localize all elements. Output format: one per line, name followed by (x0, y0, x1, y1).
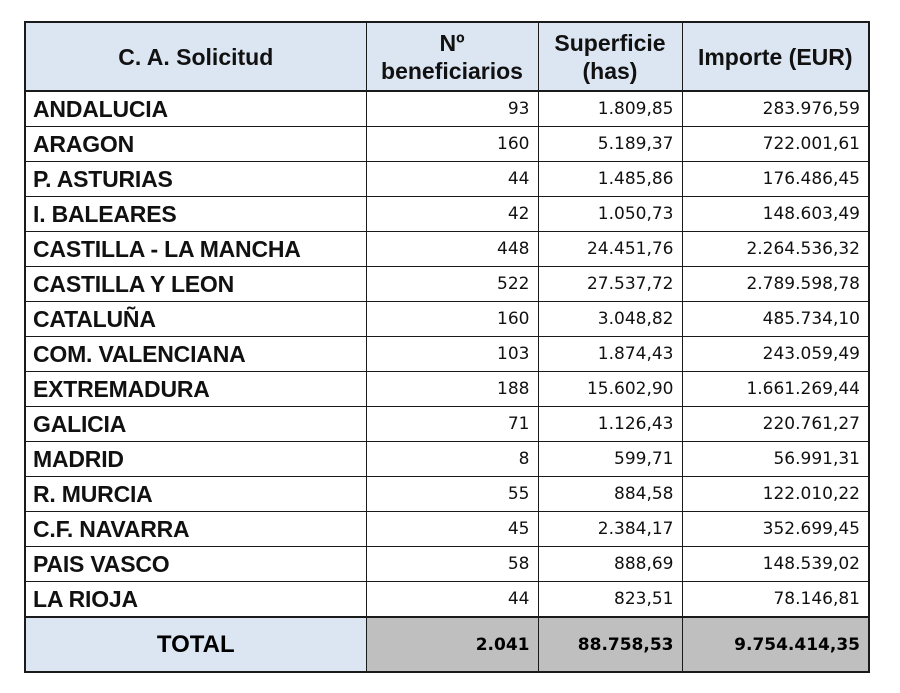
header-region (25, 22, 366, 91)
amount-cell: 1.661.269,44 (682, 372, 869, 407)
header-row (25, 22, 869, 91)
header-surface-line2: (has) (582, 57, 638, 84)
surface-cell: 1.809,85 (538, 91, 682, 127)
table-row (25, 232, 869, 267)
beneficiaries-cell: 93 (366, 91, 538, 127)
table-row (25, 372, 869, 407)
beneficiaries-cell: 160 (366, 302, 538, 337)
beneficiaries-cell: 522 (366, 267, 538, 302)
table-row (25, 197, 869, 232)
header-surface (538, 22, 682, 91)
total-amount: 9.754.414,35 (682, 617, 869, 672)
beneficiaries-cell: 188 (366, 372, 538, 407)
surface-cell: 823,51 (538, 582, 682, 618)
header-amount (682, 22, 869, 91)
surface-cell: 1.874,43 (538, 337, 682, 372)
table-row (25, 442, 869, 477)
beneficiaries-cell: 45 (366, 512, 538, 547)
amount-cell: 148.539,02 (682, 547, 869, 582)
beneficiaries-cell: 42 (366, 197, 538, 232)
amount-cell: 722.001,61 (682, 127, 869, 162)
table-row (25, 162, 869, 197)
table-row (25, 337, 869, 372)
surface-cell: 3.048,82 (538, 302, 682, 337)
amount-cell: 283.976,59 (682, 91, 869, 127)
surface-cell: 1.050,73 (538, 197, 682, 232)
table-row (25, 582, 869, 618)
region-cell: GALICIA (25, 407, 366, 442)
region-cell: ARAGON (25, 127, 366, 162)
total-surface: 88.758,53 (538, 617, 682, 672)
region-cell: LA RIOJA (25, 582, 366, 618)
surface-cell: 24.451,76 (538, 232, 682, 267)
amount-cell: 148.603,49 (682, 197, 869, 232)
amount-cell: 56.991,31 (682, 442, 869, 477)
surface-cell: 5.189,37 (538, 127, 682, 162)
region-cell: CASTILLA Y LEON (25, 267, 366, 302)
total-beneficiaries: 2.041 (366, 617, 538, 672)
beneficiaries-cell: 71 (366, 407, 538, 442)
beneficiaries-cell: 44 (366, 162, 538, 197)
beneficiaries-cell: 160 (366, 127, 538, 162)
beneficiaries-cell: 8 (366, 442, 538, 477)
region-cell: MADRID (25, 442, 366, 477)
table-row (25, 267, 869, 302)
amount-cell: 78.146,81 (682, 582, 869, 618)
region-cell: CATALUÑA (25, 302, 366, 337)
region-cell: R. MURCIA (25, 477, 366, 512)
beneficiaries-cell: 448 (366, 232, 538, 267)
amount-cell: 243.059,49 (682, 337, 869, 372)
table-row (25, 477, 869, 512)
surface-cell: 1.126,43 (538, 407, 682, 442)
amount-cell: 220.761,27 (682, 407, 869, 442)
beneficiaries-cell: 58 (366, 547, 538, 582)
header-surface-line1: Superficie (554, 29, 666, 56)
total-label: TOTAL (25, 617, 366, 672)
amount-cell: 2.789.598,78 (682, 267, 869, 302)
header-amount-label: Importe (EUR) (697, 43, 853, 70)
table-row (25, 127, 869, 162)
table-row (25, 512, 869, 547)
surface-cell: 2.384,17 (538, 512, 682, 547)
beneficiaries-cell: 55 (366, 477, 538, 512)
table-row (25, 302, 869, 337)
amount-cell: 352.699,45 (682, 512, 869, 547)
beneficiaries-cell: 103 (366, 337, 538, 372)
region-cell: COM. VALENCIANA (25, 337, 366, 372)
surface-cell: 1.485,86 (538, 162, 682, 197)
region-cell: ANDALUCIA (25, 91, 366, 127)
surface-cell: 599,71 (538, 442, 682, 477)
beneficiaries-table (24, 21, 870, 673)
region-cell: P. ASTURIAS (25, 162, 366, 197)
amount-cell: 2.264.536,32 (682, 232, 869, 267)
table-row (25, 91, 869, 127)
table-row (25, 407, 869, 442)
surface-cell: 884,58 (538, 477, 682, 512)
region-cell: PAIS VASCO (25, 547, 366, 582)
surface-cell: 15.602,90 (538, 372, 682, 407)
region-cell: C.F. NAVARRA (25, 512, 366, 547)
table-row (25, 547, 869, 582)
header-beneficiaries-line1: Nº (439, 29, 465, 56)
header-region-label: C. A. Solicitud (118, 43, 274, 70)
amount-cell: 122.010,22 (682, 477, 869, 512)
amount-cell: 485.734,10 (682, 302, 869, 337)
region-cell: EXTREMADURA (25, 372, 366, 407)
header-beneficiaries (366, 22, 538, 91)
region-cell: I. BALEARES (25, 197, 366, 232)
header-beneficiaries-line2: beneficiarios (381, 57, 523, 84)
region-cell: CASTILLA - LA MANCHA (25, 232, 366, 267)
amount-cell: 176.486,45 (682, 162, 869, 197)
beneficiaries-cell: 44 (366, 582, 538, 618)
surface-cell: 27.537,72 (538, 267, 682, 302)
surface-cell: 888,69 (538, 547, 682, 582)
total-row (25, 617, 869, 672)
